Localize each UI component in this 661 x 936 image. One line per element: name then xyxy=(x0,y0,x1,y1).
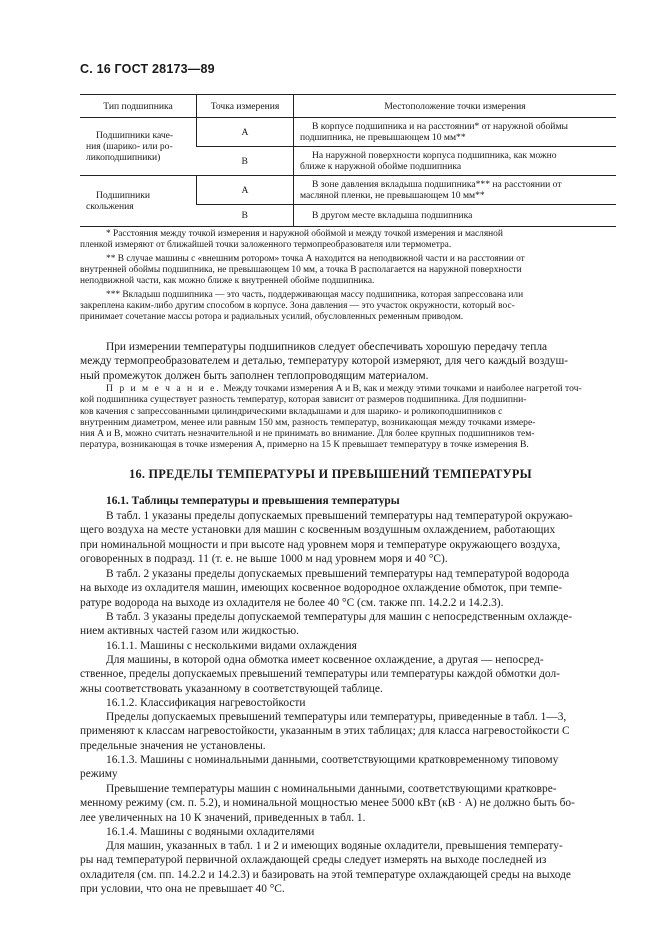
column-header-location: Местоположение точки измерения xyxy=(294,95,617,118)
paragraph-16-1-1: Для машины, в которой одна обмотка имеет косвенное охлаждение, а другая — непосред- ственное, пределы допускаемых превышений температуры или температуры каждой обмотки дол- жны соответствовать указанному в соответствующей таблице. xyxy=(80,654,560,695)
measurement-point: В xyxy=(197,205,294,227)
point-location: В зоне давления вкладыша подшипника*** на расстоянии от масляной пленки, не превышающем 10 мм** xyxy=(294,176,617,205)
paragraph-table-3: В табл. 3 указаны пределы допускаемой температуры для машин с непосредственным охлажде- нием активных частей газом или жидкостью. xyxy=(80,611,573,638)
paragraph-table-2: В табл. 2 указаны пределы допускаемых превышений температуры над температурой водорода на выходе из охладителя машин, имеющих косвенное водородное охлаждение обмоток, при темпе- ратуре водорода на выходе из охладителя не более 40 °С (см. также пп. 14.2.2 и 14.2.3). xyxy=(80,568,570,609)
measurement-point: В xyxy=(197,147,294,176)
heading-16-1-2: 16.1.2. Классификация нагревостойкости xyxy=(106,697,306,709)
column-header-measurement-point: Точка измерения xyxy=(197,95,294,118)
table-header-row xyxy=(80,95,616,118)
point-location: В другом месте вкладыша подшипника xyxy=(294,205,617,227)
table-row xyxy=(80,118,616,147)
heading-16-1-3: 16.1.3. Машины с номинальными данными, соответствующими кратковременному типовому режиму xyxy=(80,754,559,781)
footnote-1: * Расстояния между точкой измерения и наружной обоймой и между точкой измерения и масляной пленкой измеряют от ближайшей точки заложенного термопреобразователя или термометра. xyxy=(80,229,503,251)
bearing-type-sliding: Подшипники скольжения xyxy=(80,176,197,227)
table-row xyxy=(80,176,616,205)
subsection-heading-16-1: 16.1. Таблицы температуры и превышения температуры xyxy=(106,495,400,507)
column-header-bearing-type: Тип подшипника xyxy=(80,95,197,118)
footnote-2: ** В случае машины с «внешним ротором» точка А находится на неподвижной части и на расстоянии от внутренней обоймы подшипника, не превышающем 10 мм, а точка В располагается на наружной поверхности неподвижной части, как можно ближе к внутренней обойме подшипника. xyxy=(80,254,525,287)
measurement-paragraph: При измерении температуры подшипников следует обеспечивать хорошую передачу тепла между термопреобразователем и деталью, температуру которой измеряют, для чего каждый воздуш- ный промежуток должен быть заполнен теплопроводящим материалом. xyxy=(80,341,569,382)
note-label: П р и м е ч а н и е. xyxy=(106,383,221,394)
point-location: На наружной поверхности корпуса подшипника, как можно ближе к наружной обойме подшипника xyxy=(294,147,617,176)
measurement-point: А xyxy=(197,118,294,147)
point-location: В корпусе подшипника и на расстоянии* от наружной обоймы подшипника, не превышающем 10 мм** xyxy=(294,118,617,147)
footnote-3: *** Вкладыш подшипника — это часть, поддерживающая массу подшипника, которая запрессована или закреплена каким-либо другим способом в корпусе. Зона давления — это участок окружности, который вос- принимает сочетание массы ротора и радиальных усилий, обусловленных ременным приводом. xyxy=(80,290,524,323)
bearing-measurement-table xyxy=(80,94,616,227)
paragraph-table-1: В табл. 1 указаны пределы допускаемых превышений температуры над температурой окружаю- щего воздуха на месте установки для машин с косвенным воздушным охлаждением, работающих при номинальной мощности и при высоте над уровнем моря и температуре окружающего воздуха, оговоренных в подразд. 11 (т. е. не выше 1000 м над уровнем моря и 40 °С). xyxy=(80,510,573,566)
paragraph-16-1-3: Превышение температуры машин с номинальными данными, соответствующими кратковре- менному режиму (см. п. 5.2), и номинальной мощностью менее 5000 кВт (кВ · А) не должно быть бо- лее увеличенных на 10 К значений, приведенных в табл. 1. xyxy=(80,783,575,824)
measurement-point: А xyxy=(197,176,294,205)
heading-16-1-1: 16.1.1. Машины с несколькими видами охлаждения xyxy=(106,640,357,652)
heading-16-1-4: 16.1.4. Машины с водяными охладителями xyxy=(106,826,315,838)
page-header: С. 16 ГОСТ 28173—89 xyxy=(80,62,215,76)
bearing-type-rolling: Подшипники каче- ния (шарико- или ро- ликоподшипники) xyxy=(80,118,197,176)
paragraph-16-1-4: Для машин, указанных в табл. 1 и 2 и имеющих водяные охладители, превышения температу- ры над температурой первичной охлаждающей среды следует измерять на выходе последней из охладителя (см. пп. 14.2.2 и 14.2.3) и базировать на этой температуре охлаждающей среды на выходе при условии, что она не превышает 40 °С. xyxy=(80,840,571,896)
note-block: П р и м е ч а н и е. Между точками измерения А и В, как и между этими точками и наиболее нагретой точ- кой подшипника существует разность температур, которая зависит от размеров подшипника. Для подшипни- ков качения с запрессованными цилиндрическими вкладышами и для шарико- и роликоподшипников с внутренним диаметром, менее или равным 150 мм, разность температур, возникающая между точками измере- ния А и В, можно считать незначительной и не принимать во внимание. Для более крупных подшипников тем- пература, возникающая в точке измерения А, примерно на 15 К превышает температуру в точке измерения В. xyxy=(80,383,582,451)
section-heading: 16. ПРЕДЕЛЫ ТЕМПЕРАТУРЫ И ПРЕВЫШЕНИЙ ТЕМПЕРАТУРЫ xyxy=(129,467,532,481)
paragraph-16-1-2: Пределы допускаемых превышений температуры или температуры, приведенные в табл. 1—3, применяют к классам нагревостойкости, указанным в этих таблицах; для класса нагревостойкости С предельные значения не установлены. xyxy=(80,711,570,752)
